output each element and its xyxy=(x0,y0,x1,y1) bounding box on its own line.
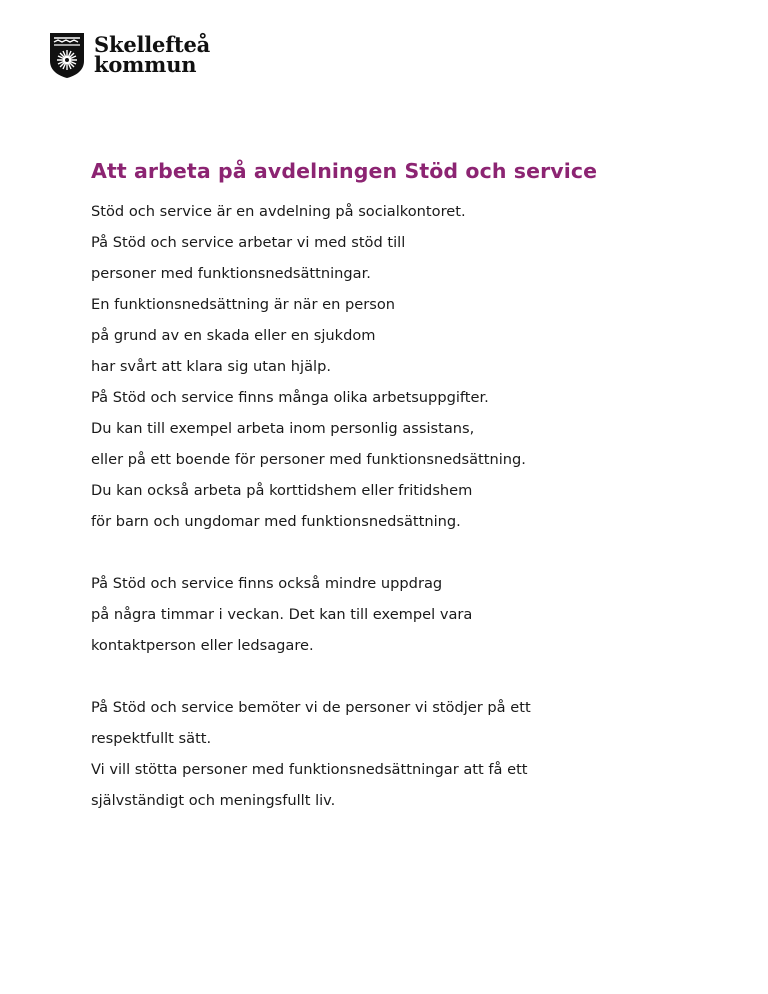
paragraph-1 xyxy=(91,196,731,537)
paragraph-3 xyxy=(91,692,731,816)
logo-wordmark xyxy=(94,32,211,77)
text-line: självständigt och meningsfullt liv. xyxy=(91,792,336,809)
text-line: En funktionsnedsättning är när en person xyxy=(91,296,395,313)
text-line: för barn och ungdomar med funktionsnedsättning. xyxy=(91,513,461,530)
text-line: personer med funktionsnedsättningar. xyxy=(91,265,371,282)
text-line: eller på ett boende för personer med funktionsnedsättning. xyxy=(91,451,526,468)
text-line: har svårt att klara sig utan hjälp. xyxy=(91,358,331,375)
document-body xyxy=(91,156,731,816)
text-line: På Stöd och service finns många olika arbetsuppgifter. xyxy=(91,389,489,406)
text-line: respektfullt sätt. xyxy=(91,730,212,747)
text-line: på grund av en skada eller en sjukdom xyxy=(91,327,376,344)
page-title: Att arbeta på avdelningen Stöd och service xyxy=(91,159,598,183)
logo-line-2: kommun xyxy=(94,52,197,77)
coat-of-arms-icon xyxy=(48,31,86,79)
text-line: Du kan till exempel arbeta inom personlig assistans, xyxy=(91,420,475,437)
text-line: Stöd och service är en avdelning på socialkontoret. xyxy=(91,203,466,220)
text-line: Du kan också arbeta på korttidshem eller fritidshem xyxy=(91,482,473,499)
paragraph-spacer xyxy=(91,537,731,568)
text-line: På Stöd och service bemöter vi de personer vi stödjer på ett xyxy=(91,699,531,716)
text-line: På Stöd och service finns också mindre uppdrag xyxy=(91,575,443,592)
logo-line-1: Skellefteå xyxy=(94,32,211,57)
text-line: på några timmar i veckan. Det kan till exempel vara xyxy=(91,606,473,623)
text-line: Vi vill stötta personer med funktionsnedsättningar att få ett xyxy=(91,761,528,778)
skelleftea-kommun-logo xyxy=(48,31,210,79)
text-line: På Stöd och service arbetar vi med stöd till xyxy=(91,234,406,251)
paragraph-spacer xyxy=(91,661,731,692)
paragraph-2 xyxy=(91,568,731,661)
text-line: kontaktperson eller ledsagare. xyxy=(91,637,314,654)
